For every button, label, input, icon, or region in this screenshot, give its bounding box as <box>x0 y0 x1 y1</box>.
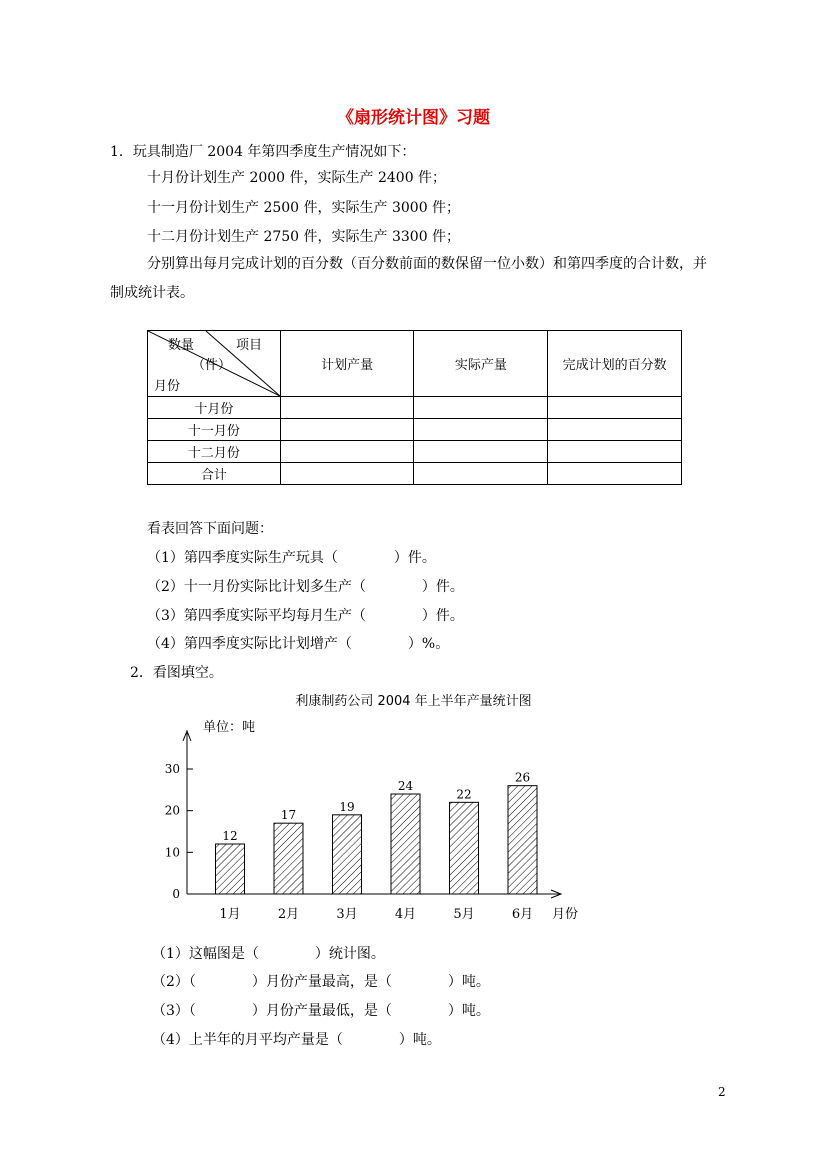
table-header-row <box>148 331 682 397</box>
column-header-actual: 实际产量 <box>414 331 548 397</box>
table-cell[interactable] <box>280 419 414 441</box>
x-tick-label: 6月 <box>511 907 534 922</box>
q1-question-4: （4）第四季度实际比计划增产（ ）%。 <box>147 636 450 652</box>
page-number: 2 <box>718 1085 726 1099</box>
corner-label-month: 月份 <box>154 379 181 394</box>
q1-line-december: 十二月份计划生产 2750 件，实际生产 3300 件； <box>147 229 461 245</box>
x-tick-label: 4月 <box>394 907 417 922</box>
q2-question-4: （4）上半年的月平均产量是（ ）吨。 <box>152 1032 441 1048</box>
q1-line-october: 十月份计划生产 2000 件，实际生产 2400 件； <box>147 170 447 186</box>
q1-instruction-2: 制成统计表。 <box>110 285 194 301</box>
x-axis-label: 月份 <box>552 907 579 922</box>
x-tick-label: 3月 <box>336 907 358 922</box>
table-cell[interactable] <box>280 463 414 485</box>
x-tick-label: 1月 <box>219 907 241 922</box>
statistics-table <box>147 330 682 485</box>
row-label-october: 十月份 <box>148 397 281 419</box>
table-cell[interactable] <box>548 463 682 485</box>
q2-question-1: （1）这幅图是（ ）统计图。 <box>152 946 385 962</box>
column-header-plan: 计划产量 <box>280 331 414 397</box>
corner-label-item: 项目 <box>236 338 263 353</box>
y-tick-label: 0 <box>172 887 180 901</box>
row-label-november: 十一月份 <box>148 419 281 441</box>
bar-value-label: 26 <box>514 770 531 785</box>
bar-value-label: 12 <box>222 829 238 843</box>
x-tick-label: 2月 <box>277 907 300 922</box>
q1-intro: 1．玩具制造厂 2004 年第四季度生产情况如下： <box>110 144 416 160</box>
table-row <box>148 397 682 419</box>
q1-line-november: 十一月份计划生产 2500 件，实际生产 3000 件； <box>147 200 461 216</box>
q2-question-2: （2）（ ）月份产量最高，是（ ）吨。 <box>152 974 490 990</box>
q2-question-3: （3）（ ）月份产量最低，是（ ）吨。 <box>152 1003 490 1019</box>
bar-value-label: 22 <box>456 787 472 802</box>
table-cell[interactable] <box>414 463 548 485</box>
y-tick-label: 20 <box>164 803 180 818</box>
table-cell[interactable] <box>548 419 682 441</box>
table-row <box>148 441 682 463</box>
y-tick-label: 10 <box>164 845 180 860</box>
bar-5月 <box>450 802 479 894</box>
bar-2月 <box>274 823 303 894</box>
column-header-percent: 完成计划的百分数 <box>548 331 682 397</box>
row-label-total: 合计 <box>148 463 281 485</box>
table-cell[interactable] <box>414 441 548 463</box>
q1-instruction-1: 分别算出每月完成计划的百分数（百分数前面的数保留一位小数）和第四季度的合计数，并 <box>147 256 707 272</box>
bar-value-label: 24 <box>397 779 414 793</box>
corner-label-quantity: 数量 <box>168 338 195 353</box>
row-label-december: 十二月份 <box>148 441 281 463</box>
table-corner-cell <box>148 331 281 397</box>
q1-question-2: （2）十一月份实际比计划多生产（ ）件。 <box>147 579 464 595</box>
y-axis-label: 单位：吨 <box>203 720 256 735</box>
table-cell[interactable] <box>414 397 548 419</box>
q1-question-1: （1）第四季度实际生产玩具（ ）件。 <box>147 550 436 566</box>
bar-chart <box>150 715 590 930</box>
table-cell[interactable] <box>414 419 548 441</box>
table-row <box>148 463 682 485</box>
bar-3月 <box>333 815 362 894</box>
bar-1月 <box>216 844 245 894</box>
x-tick-label: 5月 <box>453 907 475 922</box>
table-cell[interactable] <box>280 441 414 463</box>
y-tick-label: 30 <box>164 762 180 776</box>
table-cell[interactable] <box>280 397 414 419</box>
corner-label-unit: （件） <box>192 358 232 373</box>
table-row <box>148 419 682 441</box>
q2-heading: 2．看图填空。 <box>130 665 223 681</box>
q1-questions-prompt: 看表回答下面问题： <box>147 521 273 537</box>
bar-6月 <box>508 786 537 894</box>
table-cell[interactable] <box>548 397 682 419</box>
bar-value-label: 17 <box>280 808 297 823</box>
q1-question-3: （3）第四季度实际平均每月生产（ ）件。 <box>147 608 464 624</box>
bar-value-label: 19 <box>339 799 355 814</box>
table-cell[interactable] <box>548 441 682 463</box>
bar-4月 <box>391 794 420 894</box>
document-title: 《扇形统计图》习题 <box>337 108 490 128</box>
chart-title: 利康制药公司 2004 年上半年产量统计图 <box>295 694 532 709</box>
